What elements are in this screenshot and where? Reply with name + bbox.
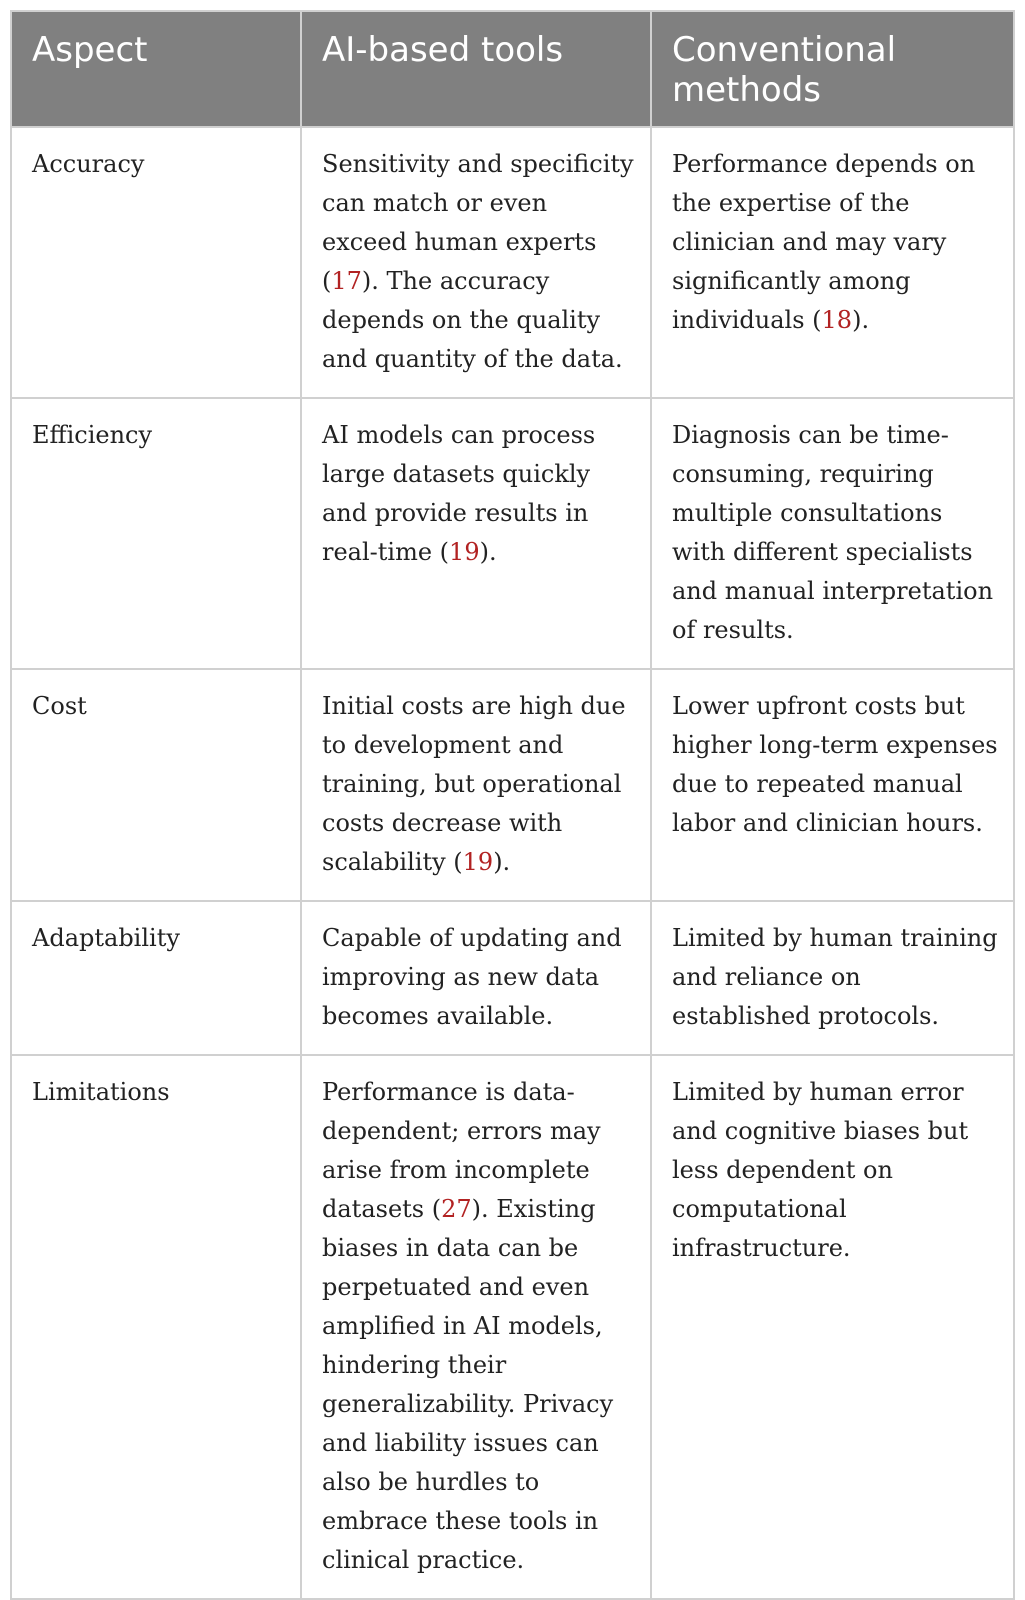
cell-text: Lower upfront costs but higher long-term expenses due to repeated manual labor and clinician hours. xyxy=(672,692,998,837)
cell-text: Limited by human error and cognitive biases but less dependent on computational infrastructure. xyxy=(672,1078,969,1262)
cell-text: Sensitivity and specificity can match or even exceed human experts ( xyxy=(322,150,634,295)
table-row xyxy=(11,1055,1014,1599)
header-row xyxy=(11,11,1014,127)
table-row xyxy=(11,398,1014,669)
aspect-cell: Limitations xyxy=(11,1055,301,1599)
conventional-methods-cell xyxy=(651,127,1014,398)
ai-tools-cell xyxy=(301,1055,651,1599)
ai-tools-cell xyxy=(301,901,651,1055)
cell-text: ). xyxy=(479,538,497,566)
reference-link[interactable]: 18 xyxy=(821,306,853,334)
header-aspect: Aspect xyxy=(11,11,301,127)
conventional-methods-cell xyxy=(651,669,1014,901)
cell-text: Performance depends on the expertise of the clinician and may vary significantly among individuals ( xyxy=(672,150,976,334)
cell-text: Performance is data-dependent; errors may arise from incomplete datasets ( xyxy=(322,1078,601,1223)
cell-text: Capable of updating and improving as new data becomes available. xyxy=(322,924,622,1030)
cell-text: ). The accuracy depends on the quality and quantity of the data. xyxy=(322,267,623,373)
conventional-methods-cell xyxy=(651,901,1014,1055)
aspect-cell: Efficiency xyxy=(11,398,301,669)
cell-text: ). Existing biases in data can be perpetuated and even amplified in AI models, hindering their generalizability. Privacy and liability issues can also be hurdles to embrace these tools in clinical practice. xyxy=(322,1195,614,1574)
cell-text: ). xyxy=(852,306,870,334)
cell-text: AI models can process large datasets quickly and provide results in real-time ( xyxy=(322,421,596,566)
reference-link[interactable]: 19 xyxy=(462,848,494,876)
aspect-cell: Adaptability xyxy=(11,901,301,1055)
comparison-table xyxy=(10,10,1015,1600)
cell-text: Limited by human training and reliance on established protocols. xyxy=(672,924,998,1030)
ai-tools-cell xyxy=(301,398,651,669)
table-row xyxy=(11,669,1014,901)
table-row xyxy=(11,901,1014,1055)
reference-link[interactable]: 19 xyxy=(449,538,480,566)
ai-tools-cell xyxy=(301,669,651,901)
header-conventional-methods: Conventional methods xyxy=(651,11,1014,127)
conventional-methods-cell xyxy=(651,398,1014,669)
conventional-methods-cell xyxy=(651,1055,1014,1599)
table-row xyxy=(11,127,1014,398)
aspect-cell: Accuracy xyxy=(11,127,301,398)
header-ai-based-tools: AI-based tools xyxy=(301,11,651,127)
cell-text: Diagnosis can be time-consuming, requiring multiple consultations with different specialists and manual interpretation of results. xyxy=(672,421,994,644)
ai-tools-cell xyxy=(301,127,651,398)
reference-link[interactable]: 17 xyxy=(331,267,362,295)
cell-text: Initial costs are high due to development and training, but operational costs decrease with scalability ( xyxy=(322,692,626,876)
cell-text: ). xyxy=(493,848,511,876)
aspect-cell: Cost xyxy=(11,669,301,901)
reference-link[interactable]: 27 xyxy=(441,1195,472,1223)
